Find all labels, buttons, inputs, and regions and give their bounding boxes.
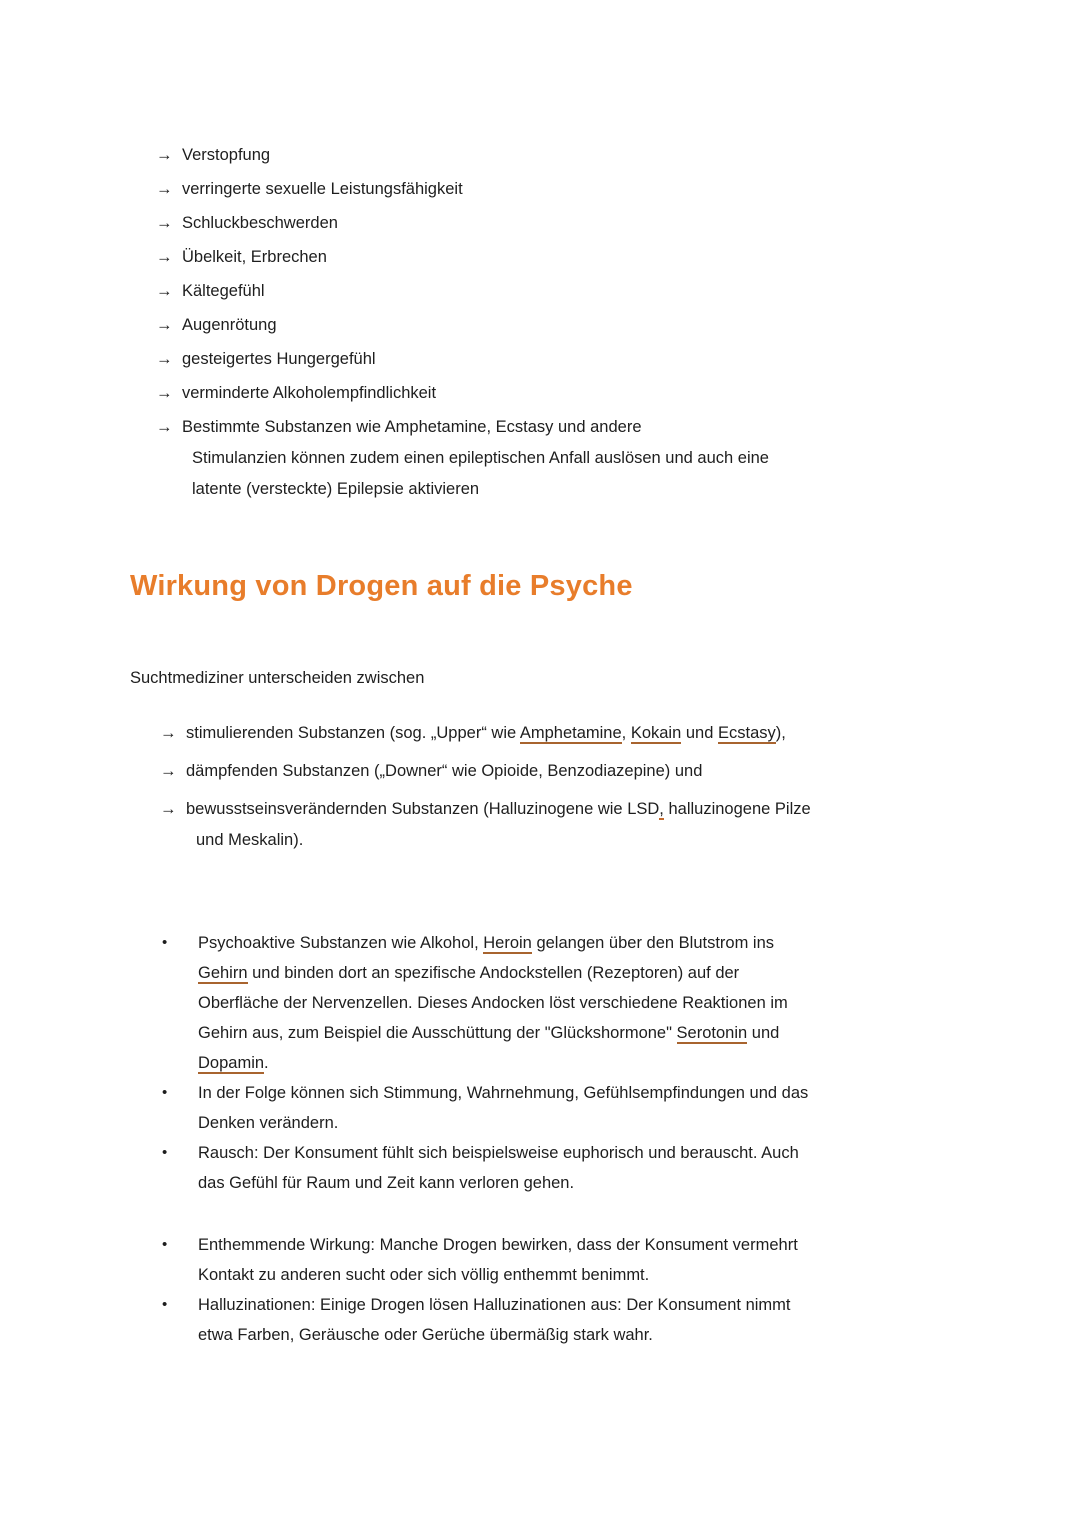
list-item-text	[182, 310, 277, 341]
text-run: Bestimmte Substanzen wie Amphetamine, Ecstasy und andere	[182, 418, 642, 436]
substance-type-item	[160, 794, 1050, 856]
text-run: etwa Farben, Geräusche oder Gerüche übermäßig stark wahr.	[198, 1326, 653, 1344]
text-run: Rausch: Der Konsument fühlt sich beispielsweise euphorisch und berauscht. Auch	[198, 1144, 799, 1162]
text-run: Kältegefühl	[182, 282, 265, 300]
list-item-text	[186, 718, 786, 749]
side-effect-item	[156, 208, 1050, 239]
bullet-icon: •	[162, 934, 168, 951]
text-run: Übelkeit, Erbrechen	[182, 248, 327, 266]
text-run: halluzinogene Pilze	[663, 800, 811, 818]
psyche-effects-list-2	[162, 1230, 1050, 1350]
list-item-text	[182, 140, 270, 171]
marked-comma: ,	[659, 800, 664, 818]
text-run: Verstopfung	[182, 146, 271, 164]
psyche-effect-item	[162, 928, 1050, 1078]
substance-types-list	[160, 718, 1050, 856]
list-item-text	[182, 174, 463, 205]
arrow-icon: →	[160, 724, 177, 742]
underlined-term[interactable]: Dopamin	[198, 1054, 265, 1072]
underlined-term[interactable]: Kokain	[630, 724, 682, 742]
arrow-icon: →	[156, 214, 173, 232]
text-run: Augenrötung	[182, 316, 277, 334]
list-item-text	[182, 242, 327, 273]
side-effect-item	[156, 242, 1050, 273]
side-effect-item	[156, 310, 1050, 341]
underlined-term[interactable]: Ecstasy	[717, 724, 776, 742]
list-item-text	[182, 412, 769, 505]
side-effects-list	[156, 140, 1050, 505]
psyche-effects-list-1	[162, 928, 1050, 1198]
text-run: stimulierenden Substanzen (sog. „Upper“ wie	[186, 724, 520, 742]
bullet-icon: •	[162, 1236, 168, 1253]
substance-type-item	[160, 718, 1050, 749]
list-item-text	[182, 344, 376, 375]
bullet-icon: •	[162, 1084, 168, 1101]
arrow-icon: →	[156, 248, 173, 266]
underlined-term[interactable]: Heroin	[483, 934, 532, 952]
intro-paragraph: Suchtmediziner unterscheiden zwischen	[130, 669, 425, 687]
arrow-icon: →	[156, 316, 173, 334]
side-effect-item	[156, 344, 1050, 375]
list-item-text	[198, 928, 788, 1078]
page-content	[0, 140, 1080, 1350]
text-run: und	[681, 724, 718, 742]
text-run: verminderte Alkoholempfindlichkeit	[182, 384, 437, 402]
list-item-text	[198, 1078, 808, 1138]
underlined-term[interactable]: Amphetamine	[519, 724, 622, 742]
text-run: Denken verändern.	[198, 1114, 339, 1132]
side-effect-item	[156, 276, 1050, 307]
text-run: .	[264, 1054, 269, 1072]
text-run: dämpfenden Substanzen („Downer“ wie Opioide, Benzodiazepine) und	[186, 762, 703, 780]
substance-type-item	[160, 756, 1050, 787]
text-run: gelangen über den Blutstrom ins	[531, 934, 775, 952]
list-item-text	[186, 794, 811, 856]
text-run: und binden dort an spezifische Andockstellen (Rezeptoren) auf der	[247, 964, 740, 982]
list-item-text	[198, 1138, 799, 1198]
arrow-icon: →	[156, 418, 173, 436]
psyche-effect-item	[162, 1230, 1050, 1290]
text-run: Stimulanzien können zudem einen epileptischen Anfall auslösen und auch eine	[192, 449, 769, 467]
side-effect-item	[156, 378, 1050, 409]
text-run: und	[747, 1024, 780, 1042]
underlined-term[interactable]: Gehirn	[198, 964, 248, 982]
text-run: ,	[621, 724, 631, 742]
text-run: ),	[775, 724, 786, 742]
page-title: Wirkung von Drogen auf die Psyche	[130, 570, 633, 602]
text-run: verringerte sexuelle Leistungsfähigkeit	[182, 180, 463, 198]
text-run: Enthemmende Wirkung: Manche Drogen bewirken, dass der Konsument vermehrt	[198, 1236, 798, 1254]
side-effect-item	[156, 174, 1050, 205]
list-item-text	[182, 378, 436, 409]
text-run: bewusstseinsverändernden Substanzen (Halluzinogene wie LSD	[186, 800, 660, 818]
arrow-icon: →	[156, 384, 173, 402]
text-run: Schluckbeschwerden	[182, 214, 338, 232]
text-run: gesteigertes Hungergefühl	[182, 350, 376, 368]
side-effect-item	[156, 412, 1050, 505]
list-item-text	[186, 756, 702, 787]
psyche-effect-item	[162, 1138, 1050, 1198]
arrow-icon: →	[160, 800, 177, 818]
text-run: In der Folge können sich Stimmung, Wahrnehmung, Gefühlsempfindungen und das	[198, 1084, 809, 1102]
arrow-icon: →	[156, 180, 173, 198]
arrow-icon: →	[160, 762, 177, 780]
text-run: latente (versteckte) Epilepsie aktivieren	[192, 480, 480, 498]
psyche-effect-item	[162, 1290, 1050, 1350]
psyche-effect-item	[162, 1078, 1050, 1138]
text-run: Psychoaktive Substanzen wie Alkohol,	[198, 934, 484, 952]
list-item-text	[182, 276, 265, 307]
text-run: und Meskalin).	[196, 831, 304, 849]
list-item-text	[198, 1230, 798, 1290]
text-run: Gehirn aus, zum Beispiel die Ausschüttung der "Glückshormone"	[198, 1024, 677, 1042]
text-run: das Gefühl für Raum und Zeit kann verloren gehen.	[198, 1174, 575, 1192]
list-item-text	[182, 208, 338, 239]
bullet-icon: •	[162, 1144, 168, 1161]
underlined-term[interactable]: Serotonin	[676, 1024, 748, 1042]
arrow-icon: →	[156, 146, 173, 164]
text-run: Kontakt zu anderen sucht oder sich völlig enthemmt benimmt.	[198, 1266, 650, 1284]
list-item-text	[198, 1290, 791, 1350]
arrow-icon: →	[156, 350, 173, 368]
text-run: Halluzinationen: Einige Drogen lösen Halluzinationen aus: Der Konsument nimmt	[198, 1296, 791, 1314]
side-effect-item	[156, 140, 1050, 171]
text-run: Oberfläche der Nervenzellen. Dieses Andocken löst verschiedene Reaktionen im	[198, 994, 788, 1012]
arrow-icon: →	[156, 282, 173, 300]
bullet-icon: •	[162, 1296, 168, 1313]
